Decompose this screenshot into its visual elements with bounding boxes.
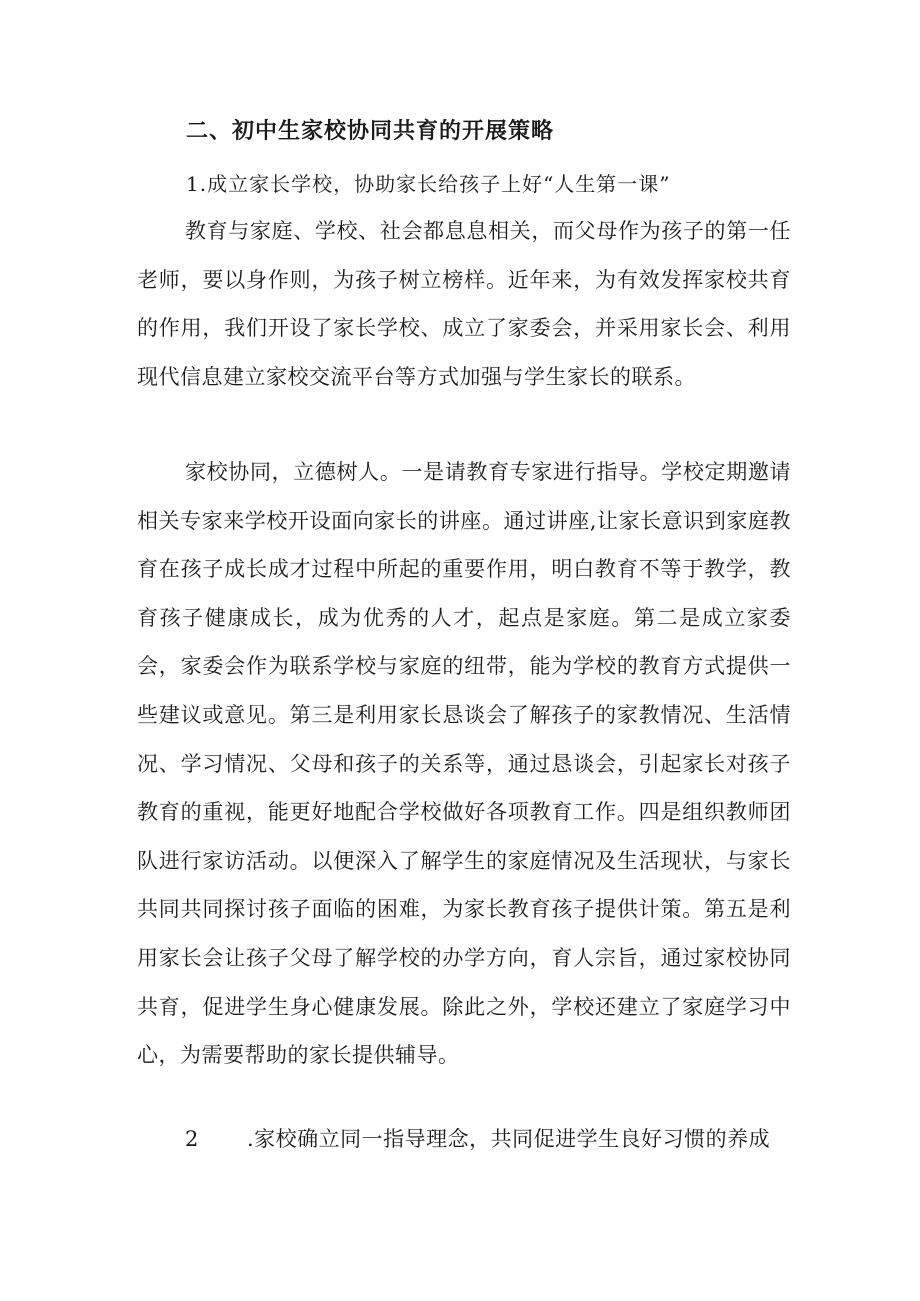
item-text: .家校确立同一指导理念，共同促进学生良好习惯的养成 <box>247 1127 771 1151</box>
paragraph: 家校协同，立德树人。一是请教育专家进行指导。学校定期邀请相关专家来学校开设面向家长的讲座。通过讲座,让家长意识到家庭教育在孩子成长成才过程中所起的重要作用，明白教育不等于教学，教育孩子健康成长，成为优秀的人才，起点是家庭。第二是成立家委会，家委会作为联系学校与家庭的纽带，能为学校的教育方式提供一些建议或意见。第三是利用家长恳谈会了解孩子的家教情况、生活情况、学习情况、父母和孩子的关系等，通过恳谈会，引起家长对孩子教育的重视，能更好地配合学校做好各项教育工作。四是组织教师团队进行家访活动。以便深入了解学生的家庭情况及生活现状，与家长共同共同探讨孩子面临的困难，为家长教育孩子提供计策。第五是利用家长会让孩子父母了解学校的办学方向，育人宗旨，通过家校协同共育，促进学生身心健康发展。除此之外，学校还建立了家庭学习中心，为需要帮助的家长提供辅导。 <box>137 460 791 1068</box>
subsection-heading: 1.成立家长学校，协助家长给孩子上好“人生第一课” <box>186 172 671 196</box>
section-heading: 二、初中生家校协同共育的开展策略 <box>186 119 555 144</box>
paragraph: 教育与家庭、学校、社会都息息相关，而父母作为孩子的第一任老师，要以身作则，为孩子树立榜样。近年来，为有效发挥家校共育的作用，我们开设了家长学校、成立了家委会，并采用家长会、利用现代信息建立家校交流平台等方式加强与学生家长的联系。 <box>137 219 791 389</box>
subsection-heading-2 <box>137 1117 791 1161</box>
item-number: 2 <box>185 1127 199 1151</box>
